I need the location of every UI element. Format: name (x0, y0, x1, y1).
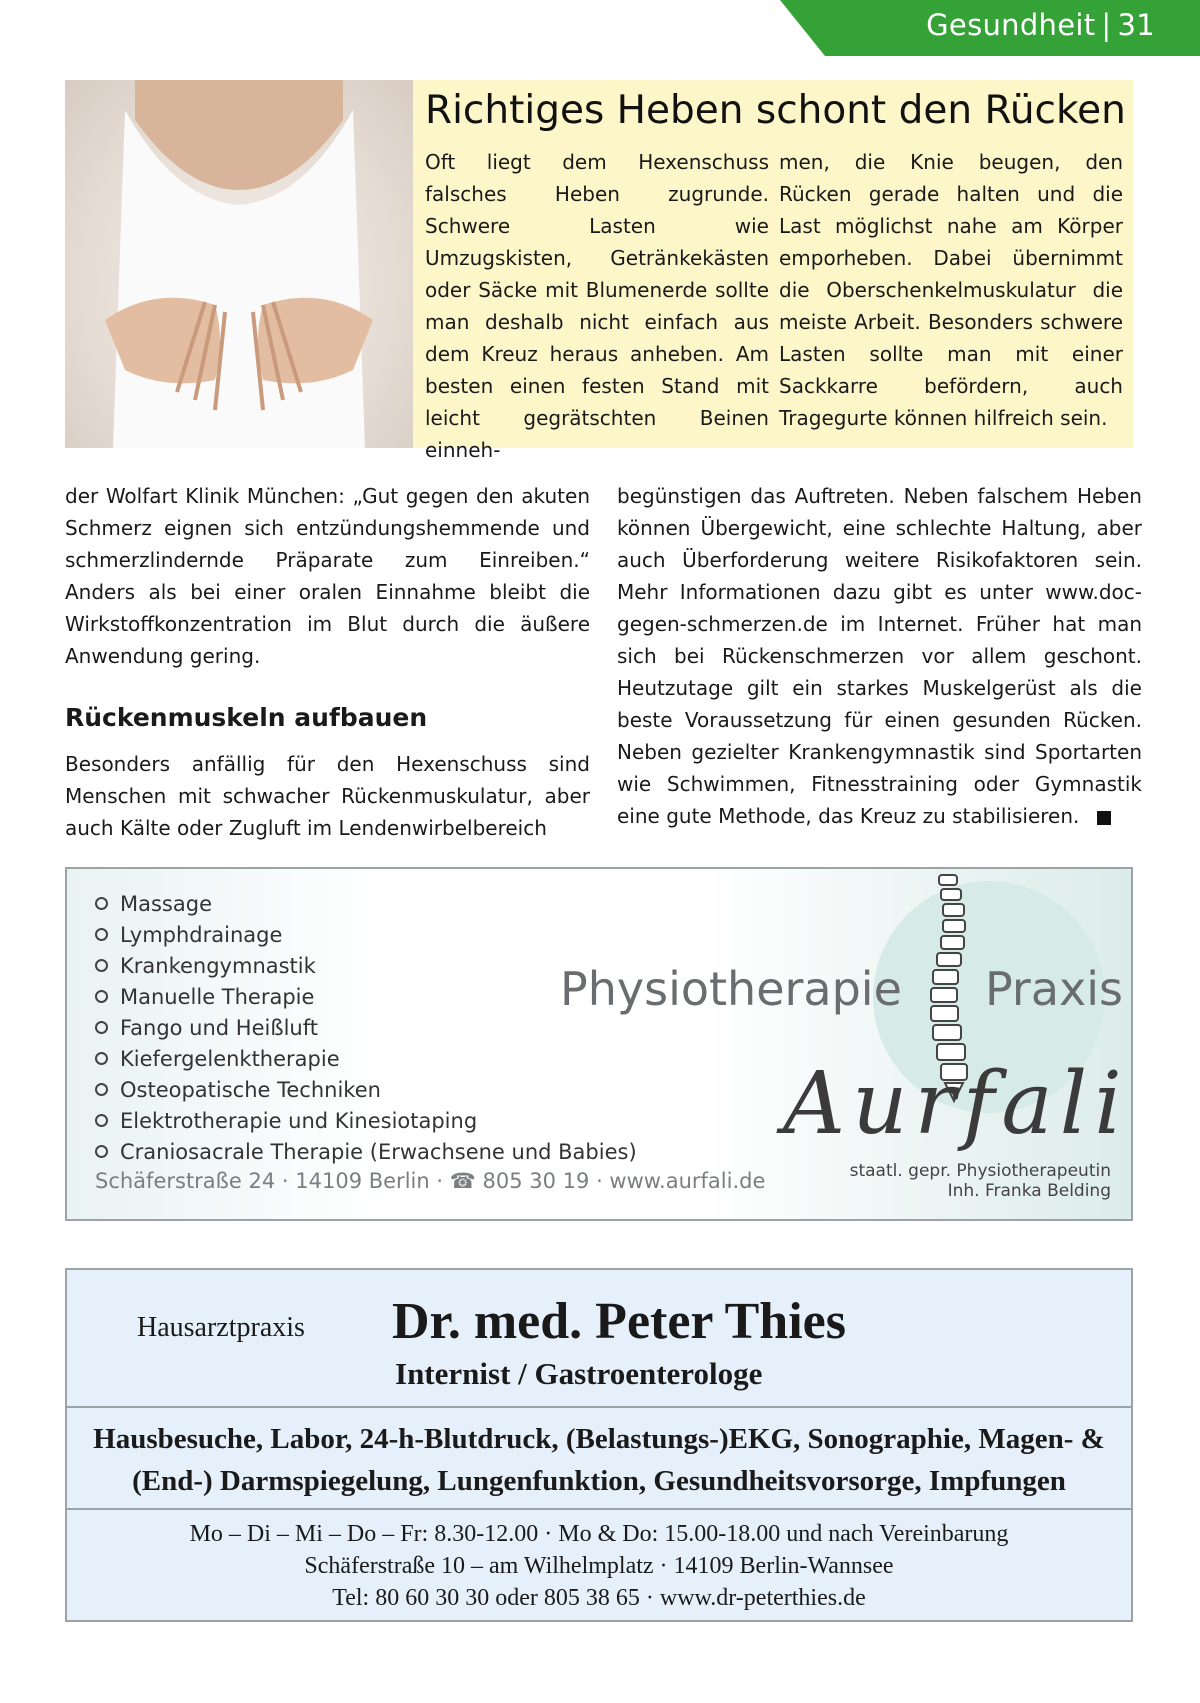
doctor-specialty: Internist / Gastroenterologe (395, 1356, 763, 1391)
list-item: Fango und Heißluft (95, 1013, 637, 1044)
list-item: Manuelle Therapie (95, 982, 637, 1013)
service-list (95, 889, 637, 1168)
physio-owner-block (850, 1161, 1111, 1201)
article-left-column (65, 480, 590, 844)
physio-address: Schäferstraße 24 · 14109 Berlin · ☎ 805 30 19 · www.aurfali.de (95, 1169, 766, 1193)
list-item: Craniosacrale Therapie (Erwachsene und Babies) (95, 1137, 637, 1168)
doctor-phone-web: Tel: 80 60 30 30 oder 805 38 65 · www.dr-peterthies.de (332, 1585, 866, 1611)
doctor-contact-info (67, 1518, 1131, 1614)
list-item: Massage (95, 889, 637, 920)
brand-physiotherapie: Physiotherapie (560, 962, 902, 1016)
feature-column-1: Oft liegt dem Hexenschuss falsches Heben zugrunde. Schwere Lasten wie Umzugskisten, Getränkekästen oder Säcke mit Blumenerde sollte man deshalb nicht einfach aus dem Kreuz heraus anheben. Am besten einen festen Stand mit leicht gegrätschten Beinen einneh- (425, 150, 769, 462)
doctor-name: Dr. med. Peter Thies (392, 1293, 846, 1350)
circle-bullet-icon (95, 990, 108, 1003)
physiotherapy-ad (65, 867, 1133, 1221)
back-pain-photo (65, 80, 413, 448)
circle-bullet-icon (95, 897, 108, 910)
circle-bullet-icon (95, 928, 108, 941)
circle-bullet-icon (95, 1052, 108, 1065)
divider (67, 1508, 1131, 1510)
article-right-column (617, 480, 1142, 832)
article-subheading: Rückenmuskeln aufbauen (65, 703, 428, 732)
divider (67, 1406, 1131, 1408)
page-number: 31 (1117, 8, 1155, 42)
feature-box (65, 80, 1133, 462)
doctor-services: Hausbesuche, Labor, 24-h-Blutdruck, (Belastungs-)EKG, Sonographie, Magen- & (End-) Darmspiegelung, Lungenfunktion, Gesundheitsvorsorge, Impfungen (93, 1423, 1105, 1497)
practice-type: Hausarztpraxis (137, 1312, 305, 1343)
back-figure-illustration (65, 80, 413, 448)
physio-qualification: staatl. gepr. Physiotherapeutin (849, 1161, 1111, 1181)
doctor-address: Schäferstraße 10 – am Wilhelmplatz · 14109 Berlin-Wannsee (304, 1553, 894, 1579)
list-item: Krankengymnastik (95, 951, 637, 982)
circle-bullet-icon (95, 1145, 108, 1158)
doctor-ad (65, 1268, 1133, 1622)
brand-praxis: Praxis (985, 962, 1123, 1016)
section-name: Gesundheit (926, 8, 1096, 42)
article-paragraph: Besonders anfällig für den Hexenschuss sind Menschen mit schwacher Rückenmuskulatur, aber auch Kälte oder Zugluft im Lendenwirbelbereich (65, 752, 590, 840)
section-header: Gesundheit | 31 (926, 8, 1155, 42)
feature-column-2: men, die Knie beugen, den Rücken gerade halten und die Last möglichst nahe am Körper emporheben. Dabei übernimmt die Oberschenkelmuskulatur die meiste Arbeit. Besonders schwere Lasten sollte man mit einer Sackkarre befördern, auch Tragegurte können hilfreich sein. (779, 150, 1123, 430)
circle-bullet-icon (95, 1114, 108, 1127)
list-item: Kiefergelenktherapie (95, 1044, 637, 1075)
end-square-icon (1097, 811, 1111, 825)
circle-bullet-icon (95, 1083, 108, 1096)
feature-title: Richtiges Heben schont den Rücken (425, 88, 1126, 133)
physio-owner: Inh. Franka Belding (947, 1181, 1111, 1201)
circle-bullet-icon (95, 1021, 108, 1034)
circle-bullet-icon (95, 959, 108, 972)
opening-hours: Mo – Di – Mi – Do – Fr: 8.30-12.00 · Mo & Do: 15.00-18.00 und nach Vereinbarung (189, 1521, 1009, 1547)
article-paragraph: begünstigen das Auftreten. Neben falschem Heben können Übergewicht, eine schlechte Haltung, aber auch Überforderung weitere Risikofaktoren sein. Mehr Informationen dazu gibt es unter www.doc-gegen-schmerzen.de im Internet. Früher hat man sich bei Rückenschmerzen vor allem geschont. Heutzutage gilt ein starkes Muskelgerüst als die beste Voraussetzung für einen gesunden Rücken. Neben gezielter Krankengymnastik sind Sportarten wie Schwimmen, Fitnesstraining oder Gymnastik eine gute Methode, das Kreuz zu stabilisieren. (617, 484, 1142, 828)
list-item: Lymphdrainage (95, 920, 637, 951)
article-paragraph: der Wolfart Klinik München: „Gut gegen den akuten Schmerz eignen sich entzündungshemmende und schmerzlindernde Präparate zum Einreiben.“ Anders als bei einer oralen Einnahme bleibt die Wirkstoffkonzentration im Blut durch die äußere Anwendung gering. (65, 484, 590, 668)
list-item: Osteopatische Techniken (95, 1075, 637, 1106)
list-item: Elektrotherapie und Kinesiotaping (95, 1106, 637, 1137)
brand-logo-aurfali: Aurfali (783, 1054, 1129, 1154)
